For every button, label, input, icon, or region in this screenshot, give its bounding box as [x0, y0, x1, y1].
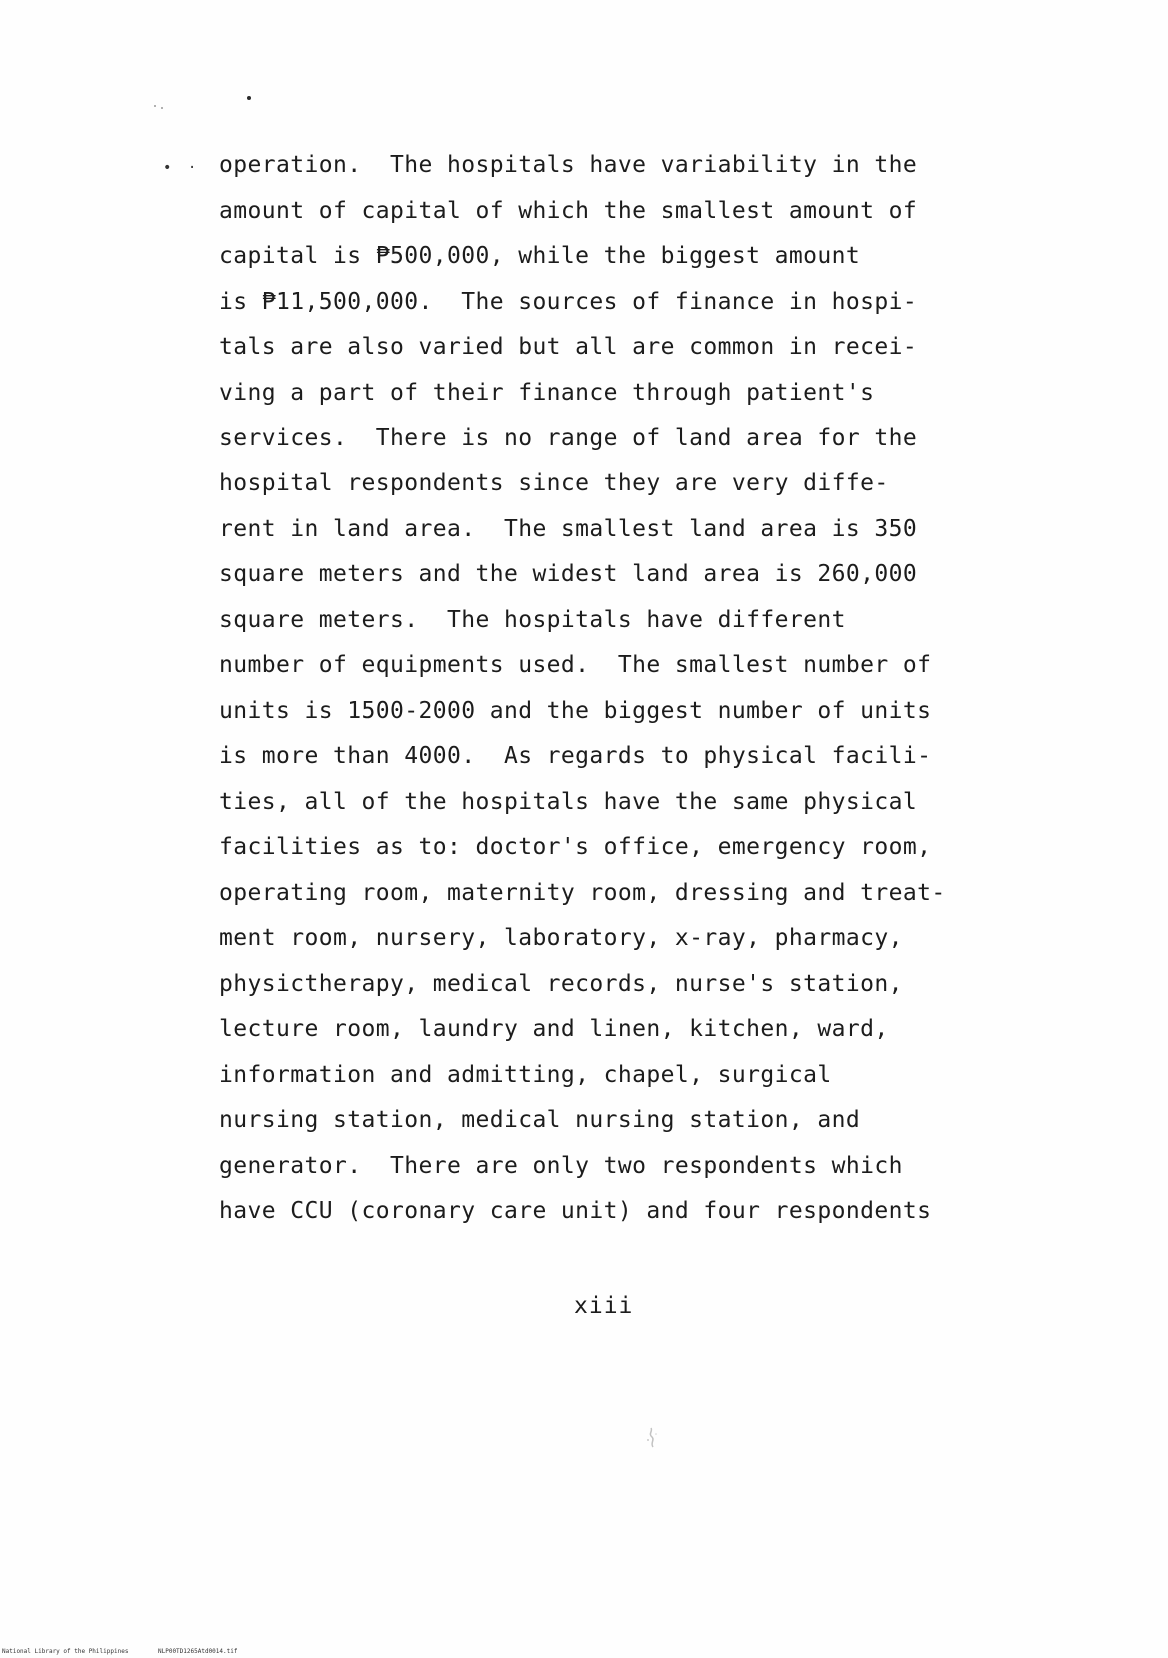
page-number: xiii	[574, 1293, 634, 1319]
text-line: units is 1500-2000 and the biggest number of units	[219, 698, 932, 724]
text-line: lecture room, laundry and linen, kitchen, ward,	[219, 1016, 889, 1042]
scan-speck	[247, 96, 251, 100]
text-line: square meters. The hospitals have different	[219, 607, 846, 633]
text-line: ving a part of their finance through patient's	[219, 380, 875, 406]
text-line: amount of capital of which the smallest amount of	[219, 198, 918, 224]
text-line: is more than 4000. As regards to physical facili-	[219, 743, 932, 769]
scan-speck	[154, 105, 156, 107]
footer-file-id: NLP00TD1265Atd0014.tif	[158, 1648, 238, 1655]
footer-library-name: National Library of the Philippines	[2, 1648, 129, 1655]
margin-mark: • ·	[163, 160, 201, 176]
scan-smudge-icon	[642, 1426, 662, 1450]
text-line: capital is ₱500,000, while the biggest amount	[219, 243, 861, 269]
text-line: services. There is no range of land area for the	[219, 425, 918, 451]
text-line: hospital respondents since they are very diffe-	[219, 470, 889, 496]
text-line: ties, all of the hospitals have the same physical	[219, 789, 918, 815]
text-line: information and admitting, chapel, surgical	[219, 1062, 832, 1088]
text-line: ment room, nursery, laboratory, x-ray, pharmacy,	[219, 925, 903, 951]
text-line: number of equipments used. The smallest number of	[219, 652, 932, 678]
text-line: nursing station, medical nursing station, and	[219, 1107, 861, 1133]
text-line: physictherapy, medical records, nurse's station,	[219, 971, 903, 997]
text-line: is ₱11,500,000. The sources of finance in hospi-	[219, 289, 918, 315]
text-line: facilities as to: doctor's office, emergency room,	[219, 834, 932, 860]
text-line: have CCU (coronary care unit) and four respondents	[219, 1198, 932, 1224]
scan-speck	[161, 107, 163, 109]
text-line: generator. There are only two respondents which	[219, 1153, 903, 1179]
text-line: rent in land area. The smallest land area is 350	[219, 516, 918, 542]
text-line: tals are also varied but all are common in recei-	[219, 334, 918, 360]
text-line: operation. The hospitals have variability in the	[219, 152, 918, 178]
text-line: operating room, maternity room, dressing and treat-	[219, 880, 946, 906]
text-line: square meters and the widest land area is 260,000	[219, 561, 918, 587]
